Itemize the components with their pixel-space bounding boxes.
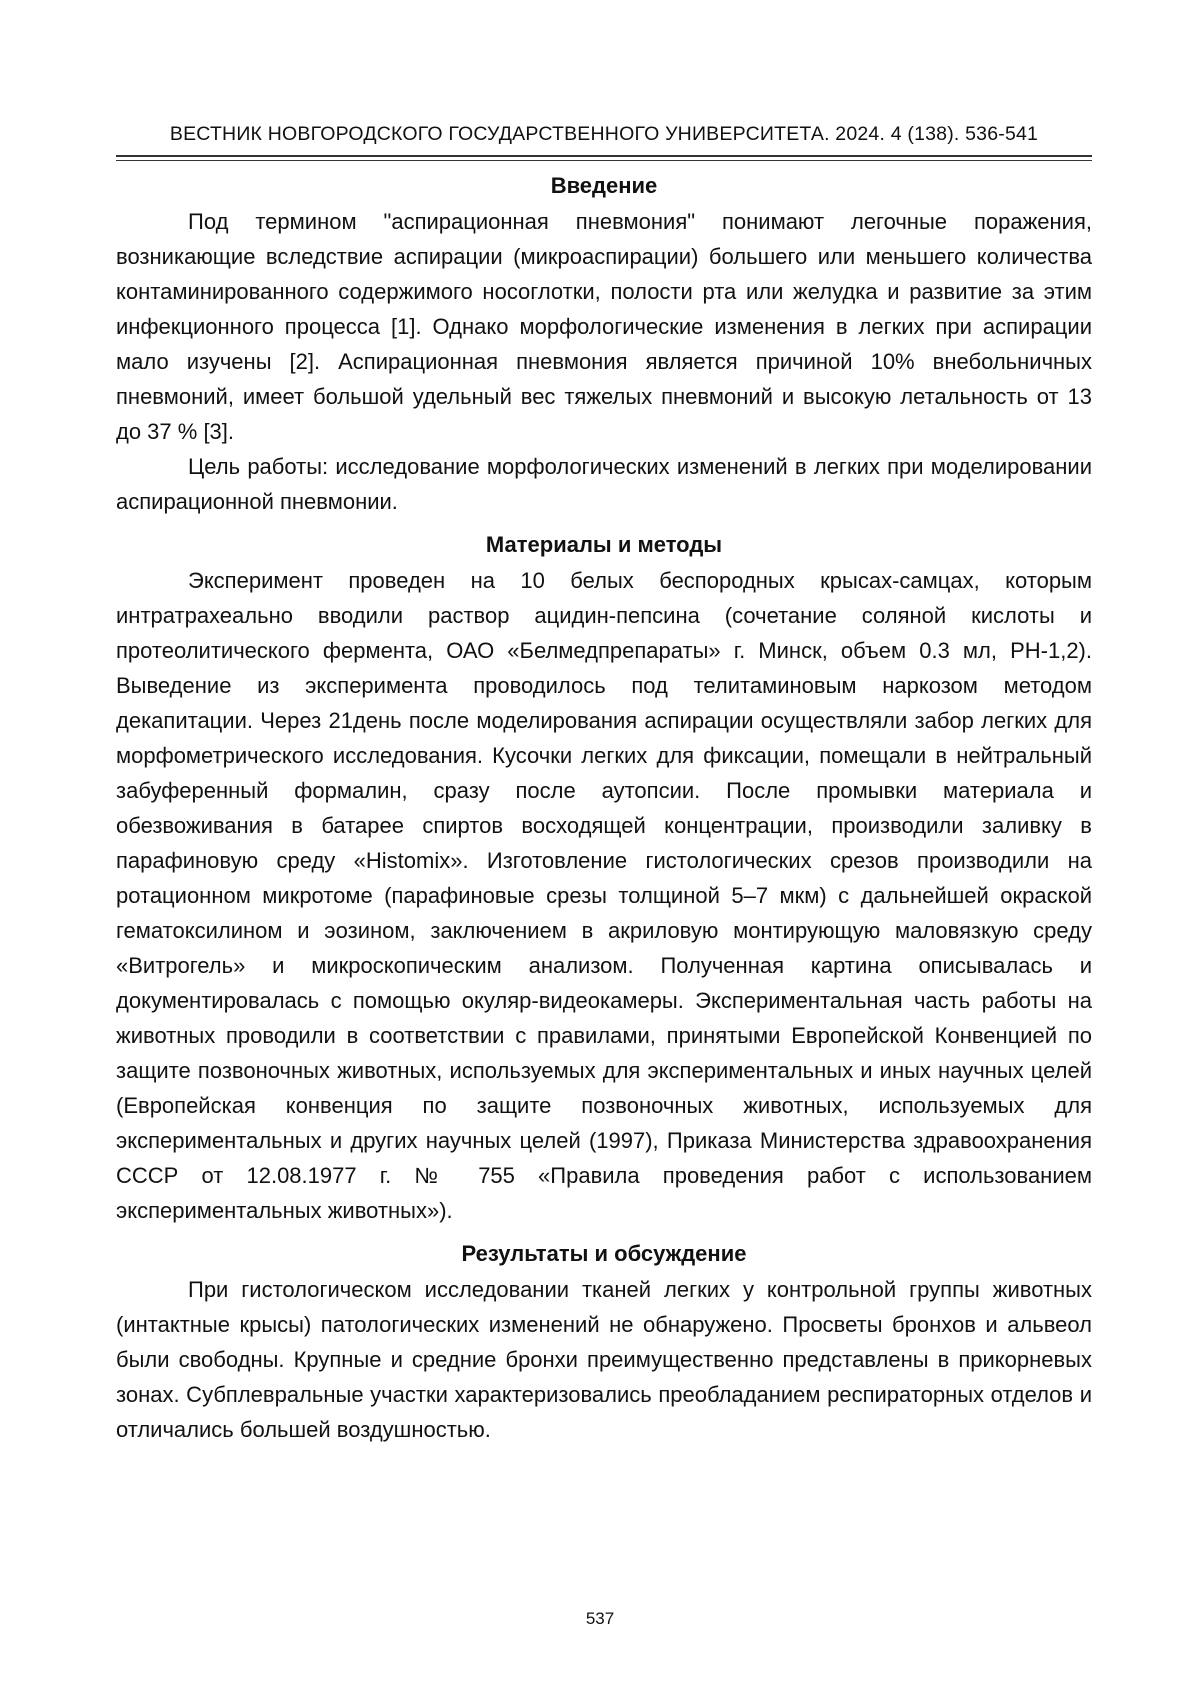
section-heading-results: Результаты и обсуждение	[461, 1241, 747, 1266]
journal-header: ВЕСТНИК НОВГОРОДСКОГО ГОСУДАРСТВЕННОГО УНИВЕРСИТЕТА. 2024. 4 (138). 536-541	[169, 123, 1039, 145]
section-gap	[116, 1228, 1092, 1236]
methods-paragraph-1: Эксперимент проведен на 10 белых беспородных крысах-самцах, которым интратрахеально вводили раствор ацидин-пепсина (сочетание соляной кислоты и протеолитического фермента, ОАО «Белмедпрепараты» г. Минск, объем 0.3 мл, PH-1,2). Выведение из эксперимента проводилось под телитаминовым наркозом методом декапитации. Через 21день после моделирования аспирации осуществляли забор легких для морфометрического исследования. Кусочки легких для фиксации, помещали в нейтральный забуференный формалин, сразу после аутопсии. После промывки материала и обезвоживания в батарее спиртов восходящей концентрации, производили заливку в парафиновую среду «Histomix». Изготовление гистологических срезов производили на ротационном микротоме (парафиновые срезы толщиной 5–7 мкм) с дальнейшей окраской гематоксилином и эозином, заключением в акриловую монтирующую маловязкую среду «Витрогель» и микроскопическим анализом. Полученная картина описывалась и документировалась с помощью окуляр-видеокамеры. Экспериментальная часть работы на животных проводили в соответствии с правилами, принятыми Европейской Конвенцией по защите позвоночных животных, используемых для экспериментальных и иных научных целей (Европейская конвенция по защите позвоночных животных, используемых для экспериментальных и других научных целей (1997), Приказа Министерства здравоохранения СССР от 12.08.1977 г. № 755 «Правила проведения работ с использованием экспериментальных животных»).	[116, 568, 1092, 1223]
section-heading-methods: Материалы и методы	[485, 532, 723, 557]
article-body	[116, 168, 1092, 1447]
header-rule-thick	[116, 155, 1092, 157]
intro-paragraph-2: Цель работы: исследование морфологических изменений в легких при моделировании аспирационной пневмонии.	[116, 454, 1092, 514]
header-rule-thin	[116, 160, 1092, 161]
page-number: 537	[585, 1609, 615, 1628]
section-gap	[116, 519, 1092, 527]
results-paragraph-1: При гистологическом исследовании тканей легких у контрольной группы животных (интактные крысы) патологических изменений не обнаружено. Просветы бронхов и альвеол были свободны. Крупные и средние бронхи преимущественно представлены в прикорневых зонах. Субплевральные участки характеризовались преобладанием респираторных отделов и отличались большей воздушностью.	[116, 1277, 1092, 1442]
section-heading-intro: Введение	[550, 173, 658, 198]
intro-paragraph-1: Под термином "аспирационная пневмония" понимают легочные поражения, возникающие вследствие аспирации (микроаспирации) большего или меньшего количества контаминированного содержимого носоглотки, полости рта или желудка и развитие за этим инфекционного процесса [1]. Однако морфологические изменения в легких при аспирации мало изучены [2]. Аспирационная пневмония является причиной 10% внебольничных пневмоний, имеет большой удельный вес тяжелых пневмоний и высокую летальность от 13 до 37 % [3].	[116, 209, 1092, 444]
